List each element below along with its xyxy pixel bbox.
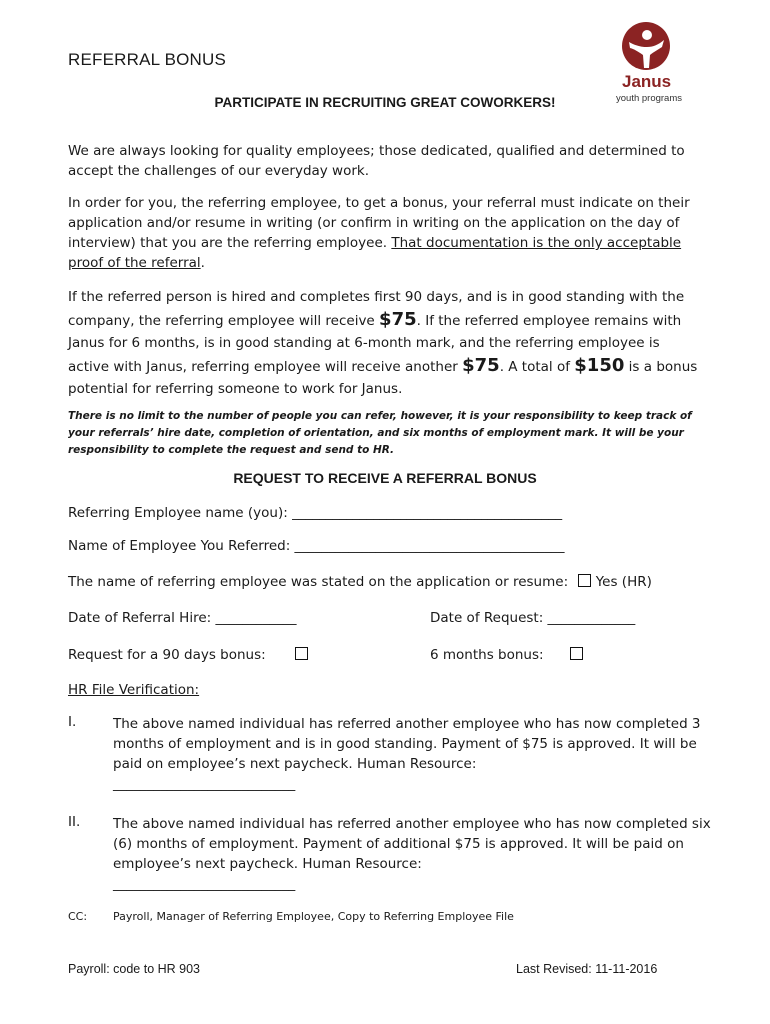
verification-text: The above named individual has referred another employee who has now completed six (6) months of employment. Payment of additional $75 is approved. It will be paid on employee’s next paycheck. Human Resource: [113,816,711,872]
p3-text-a: If the referred person is hired and completes first 90 days, and is in good standing with the company, the referring employee will receive [68,289,685,329]
hr-verification-title: HR File Verification: [68,682,200,698]
p3-text-d: is a bonus potential for referring someone to work for Janus. [68,358,698,397]
intro-paragraph-1: We are always looking for quality employees; those dedicated, qualified and determined to accept the challenges of our everyday work. [68,143,685,179]
bonus-6-months-checkbox[interactable] [570,647,583,660]
p3-text-b: . If the referred employee remains with Janus for 6 months, is in good standing at 6-month mark, and the referring employee is active with Janus, referring employee will receive another [68,312,682,375]
referral-hire-date-field[interactable]: Date of Referral Hire: ____________ [68,610,297,626]
referring-employee-name-field[interactable]: Referring Employee name (you): ________________________________________ [68,505,563,521]
stated-on-application-row [68,574,652,590]
intro-paragraph-2 [68,193,698,273]
form-title: REQUEST TO RECEIVE A REFERRAL BONUS [233,470,537,486]
document-title: REFERRAL BONUS [68,50,227,69]
yes-hr-label: Yes (HR) [595,574,652,590]
stated-label: The name of referring employee was stated on the application or resume: [68,574,569,590]
footer-last-revised: Last Revised: 11-11-2016 [516,962,658,976]
yes-hr-checkbox[interactable] [578,574,591,587]
verification-item-6-months [113,814,713,894]
responsibility-notice: There is no limit to the number of people you can refer, however, it is your responsibility to keep track of your referrals’ hire date, completion of orientation, and six months of employment mark. It will be your responsibility to complete the request and send to HR. [68,410,692,456]
request-date-field[interactable]: Date of Request: _____________ [430,610,636,626]
amount-second: $75 [462,354,500,376]
subtitle: PARTICIPATE IN RECRUITING GREAT COWORKERS! [214,95,556,110]
verification-item-3-months [113,714,713,794]
bonus-90-days-checkbox[interactable] [295,647,308,660]
cc-label: CC: [68,910,88,923]
amount-first: $75 [379,308,417,330]
p2-text: In order for you, the referring employee, to get a bonus, your referral must indicate on their application and/or resume in writing (or confirm in writing on the application on the day of interview) that you are the referring employee. [68,195,690,251]
item-number: I. [68,714,77,730]
logo-tagline: youth programs [616,93,683,104]
item-number: II. [68,814,81,830]
bonus-90-days-label: Request for a 90 days bonus: [68,647,266,663]
logo-name: Janus [622,72,672,91]
verification-text: The above named individual has referred another employee who has now completed 3 months of employment and is in good standing. Payment of $75 is approved. It will be paid on employee’s next paycheck. Human Resource: [113,716,701,772]
p2-underlined: That documentation is the only acceptable proof of the referral [68,235,682,271]
p3-text-c: . A total of [499,358,575,375]
bonus-6-months-label: 6 months bonus: [430,647,544,663]
referred-employee-name-field[interactable]: Name of Employee You Referred: ________________________________________ [68,538,565,554]
intro-paragraph-3 [68,286,698,401]
hr-signature-line[interactable]: ___________________________ [113,876,296,892]
amount-total: $150 [574,354,625,376]
footer-payroll-code: Payroll: code to HR 903 [68,962,201,976]
cc-recipients: Payroll, Manager of Referring Employee, Copy to Referring Employee File [113,910,514,923]
hr-signature-line[interactable]: ___________________________ [113,776,296,792]
p2-end: . [200,255,205,271]
